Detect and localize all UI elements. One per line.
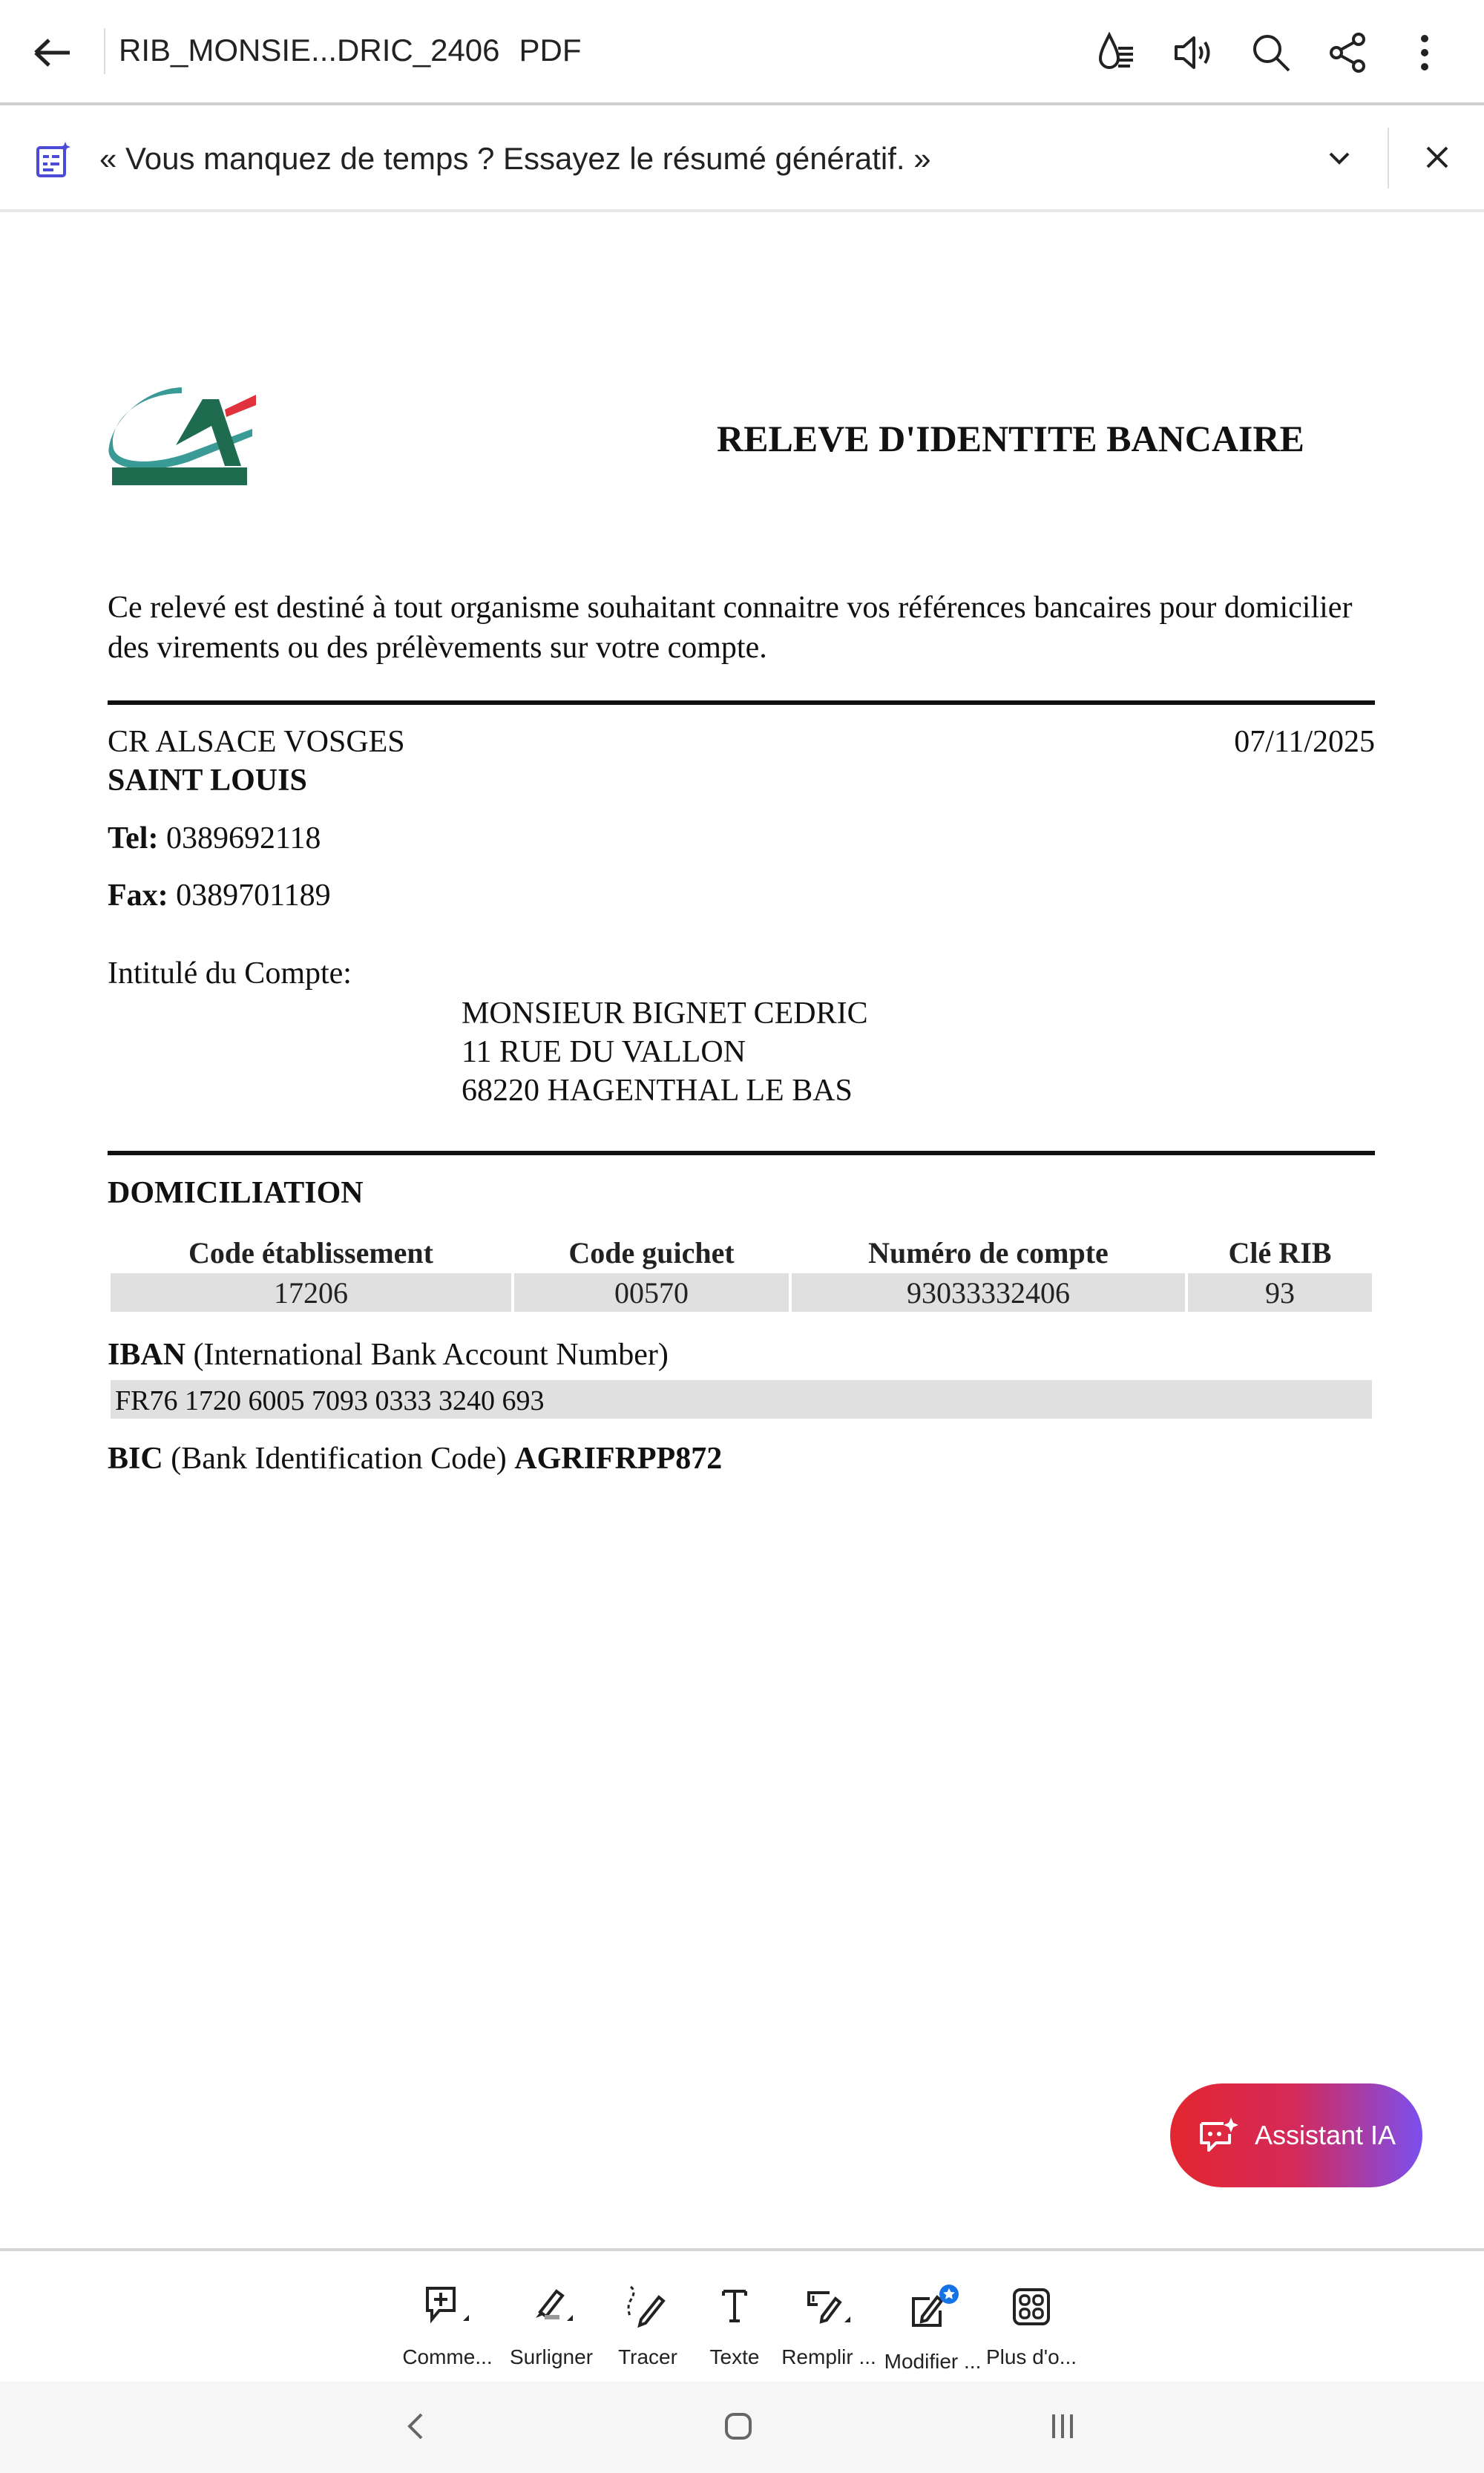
divider <box>108 1151 1375 1155</box>
intro-paragraph: Ce relevé est destiné à tout organisme souhaitant connaitre vos références bancaires pour domicilier des virements ou des prélèvements sur votre compte. <box>108 591 1353 665</box>
bic-value: AGRIFRPP872 <box>514 1442 723 1476</box>
holder-city: 68220 HAGENTHAL LE BAS <box>462 1074 853 1108</box>
fax-label: Fax: <box>108 878 168 913</box>
bottom-toolbar <box>0 2248 1484 2382</box>
tool-more[interactable] <box>979 2284 1083 2369</box>
generative-summary-banner[interactable] <box>0 108 1484 212</box>
ai-chat-icon <box>1197 2116 1238 2155</box>
chevron-down-icon <box>1328 151 1350 165</box>
banner-text[interactable]: « Vous manquez de temps ? Essayez le résumé génératif. » <box>99 141 931 176</box>
nav-home-button[interactable] <box>716 2404 761 2449</box>
fax-value: 0389701189 <box>176 878 331 913</box>
ai-assistant-button[interactable] <box>1170 2083 1422 2187</box>
bic-label: BIC <box>108 1442 163 1476</box>
tool-label: Texte <box>709 2345 760 2368</box>
speaker-icon <box>1172 32 1213 73</box>
iban-description: (International Bank Account Number) <box>193 1338 669 1372</box>
more-vertical-icon <box>1420 34 1429 71</box>
numero-compte: 93033332406 <box>792 1273 1185 1312</box>
iban-label: IBAN <box>108 1338 186 1372</box>
column-header: Clé RIB <box>1228 1235 1332 1270</box>
tool-label: Plus d'o... <box>985 2345 1077 2368</box>
tool-fill-sign[interactable] <box>777 2284 881 2369</box>
tool-highlight[interactable] <box>499 2284 603 2369</box>
tool-label: Modifier ... <box>884 2350 982 2373</box>
holder-name: MONSIEUR BIGNET CEDRIC <box>462 996 868 1031</box>
back-button[interactable] <box>22 27 82 79</box>
tel-label: Tel: <box>108 821 159 855</box>
share-button[interactable] <box>1322 27 1374 79</box>
fill-sign-icon <box>803 2284 855 2333</box>
cle-rib: 93 <box>1188 1273 1372 1312</box>
system-navigation-bar <box>0 2382 1484 2473</box>
bic-description: (Bank Identification Code) <box>171 1442 507 1476</box>
tool-label: Surligner <box>509 2345 594 2368</box>
tel-value: 0389692118 <box>165 821 321 855</box>
bic-line <box>108 1441 722 1477</box>
tool-text[interactable] <box>683 2284 787 2369</box>
text-icon <box>709 2284 761 2333</box>
code-guichet: 00570 <box>514 1273 789 1312</box>
highlighter-icon <box>525 2284 577 2333</box>
iban-label-line <box>108 1337 669 1373</box>
document-date: 07/11/2025 <box>1234 725 1375 759</box>
document-title <box>119 33 582 68</box>
tool-label: Remplir ... <box>781 2345 876 2368</box>
bank-codes-table <box>108 1232 1375 1312</box>
liquid-mode-button[interactable] <box>1091 27 1143 79</box>
credit-agricole-logo <box>108 378 256 486</box>
ai-assistant-label: Assistant IA <box>1255 2120 1396 2150</box>
fax <box>108 878 331 913</box>
file-name: RIB_MONSIE...DRIC_2406 <box>119 33 500 68</box>
grid-apps-icon <box>1005 2284 1057 2333</box>
search-button[interactable] <box>1245 27 1297 79</box>
account-label: Intitulé du Compte: <box>108 956 352 991</box>
top-app-bar <box>0 0 1484 105</box>
account-holder <box>462 994 868 1110</box>
liquid-mode-icon <box>1096 32 1137 73</box>
table-row <box>111 1273 1372 1312</box>
edit-pdf-icon <box>903 2284 962 2337</box>
divider <box>104 28 105 74</box>
nav-recents-button[interactable] <box>1040 2404 1085 2449</box>
column-header: Code guichet <box>568 1235 735 1270</box>
divider <box>108 700 1375 705</box>
iban-value: FR76 1720 6005 7093 0333 3240 693 <box>111 1380 1372 1419</box>
code-etablissement: 17206 <box>111 1273 511 1312</box>
tool-label: Comme... <box>402 2345 493 2368</box>
domiciliation-heading: DOMICILIATION <box>108 1176 364 1210</box>
tool-edit-pdf[interactable] <box>881 2284 985 2374</box>
tool-label: Tracer <box>618 2345 677 2368</box>
tool-comment[interactable] <box>395 2284 499 2369</box>
recents-icon <box>1048 2411 1077 2441</box>
more-options-button[interactable] <box>1402 27 1447 79</box>
bank-name: CR ALSACE VOSGES <box>108 725 405 759</box>
chevron-left-icon <box>407 2411 424 2441</box>
arrow-left-icon <box>33 38 71 68</box>
expand-banner-button[interactable] <box>1321 139 1358 177</box>
comment-add-icon <box>421 2284 473 2333</box>
branch-name: SAINT LOUIS <box>108 763 307 798</box>
search-icon <box>1250 32 1292 73</box>
divider <box>1388 128 1389 188</box>
holder-street: 11 RUE DU VALLON <box>462 1035 746 1069</box>
pencil-draw-icon <box>622 2284 674 2333</box>
home-icon <box>723 2411 753 2441</box>
close-icon <box>1425 145 1449 169</box>
telephone <box>108 821 321 856</box>
file-type: PDF <box>519 33 582 68</box>
table-header-row <box>111 1232 1372 1273</box>
nav-back-button[interactable] <box>393 2404 438 2449</box>
column-header: Numéro de compte <box>868 1235 1109 1270</box>
close-banner-button[interactable] <box>1419 137 1456 178</box>
ai-summary-icon <box>33 137 74 181</box>
read-aloud-button[interactable] <box>1166 27 1218 79</box>
share-icon <box>1327 32 1369 73</box>
document-heading: RELEVE D'IDENTITE BANCAIRE <box>717 418 1304 459</box>
column-header: Code établissement <box>188 1235 433 1270</box>
